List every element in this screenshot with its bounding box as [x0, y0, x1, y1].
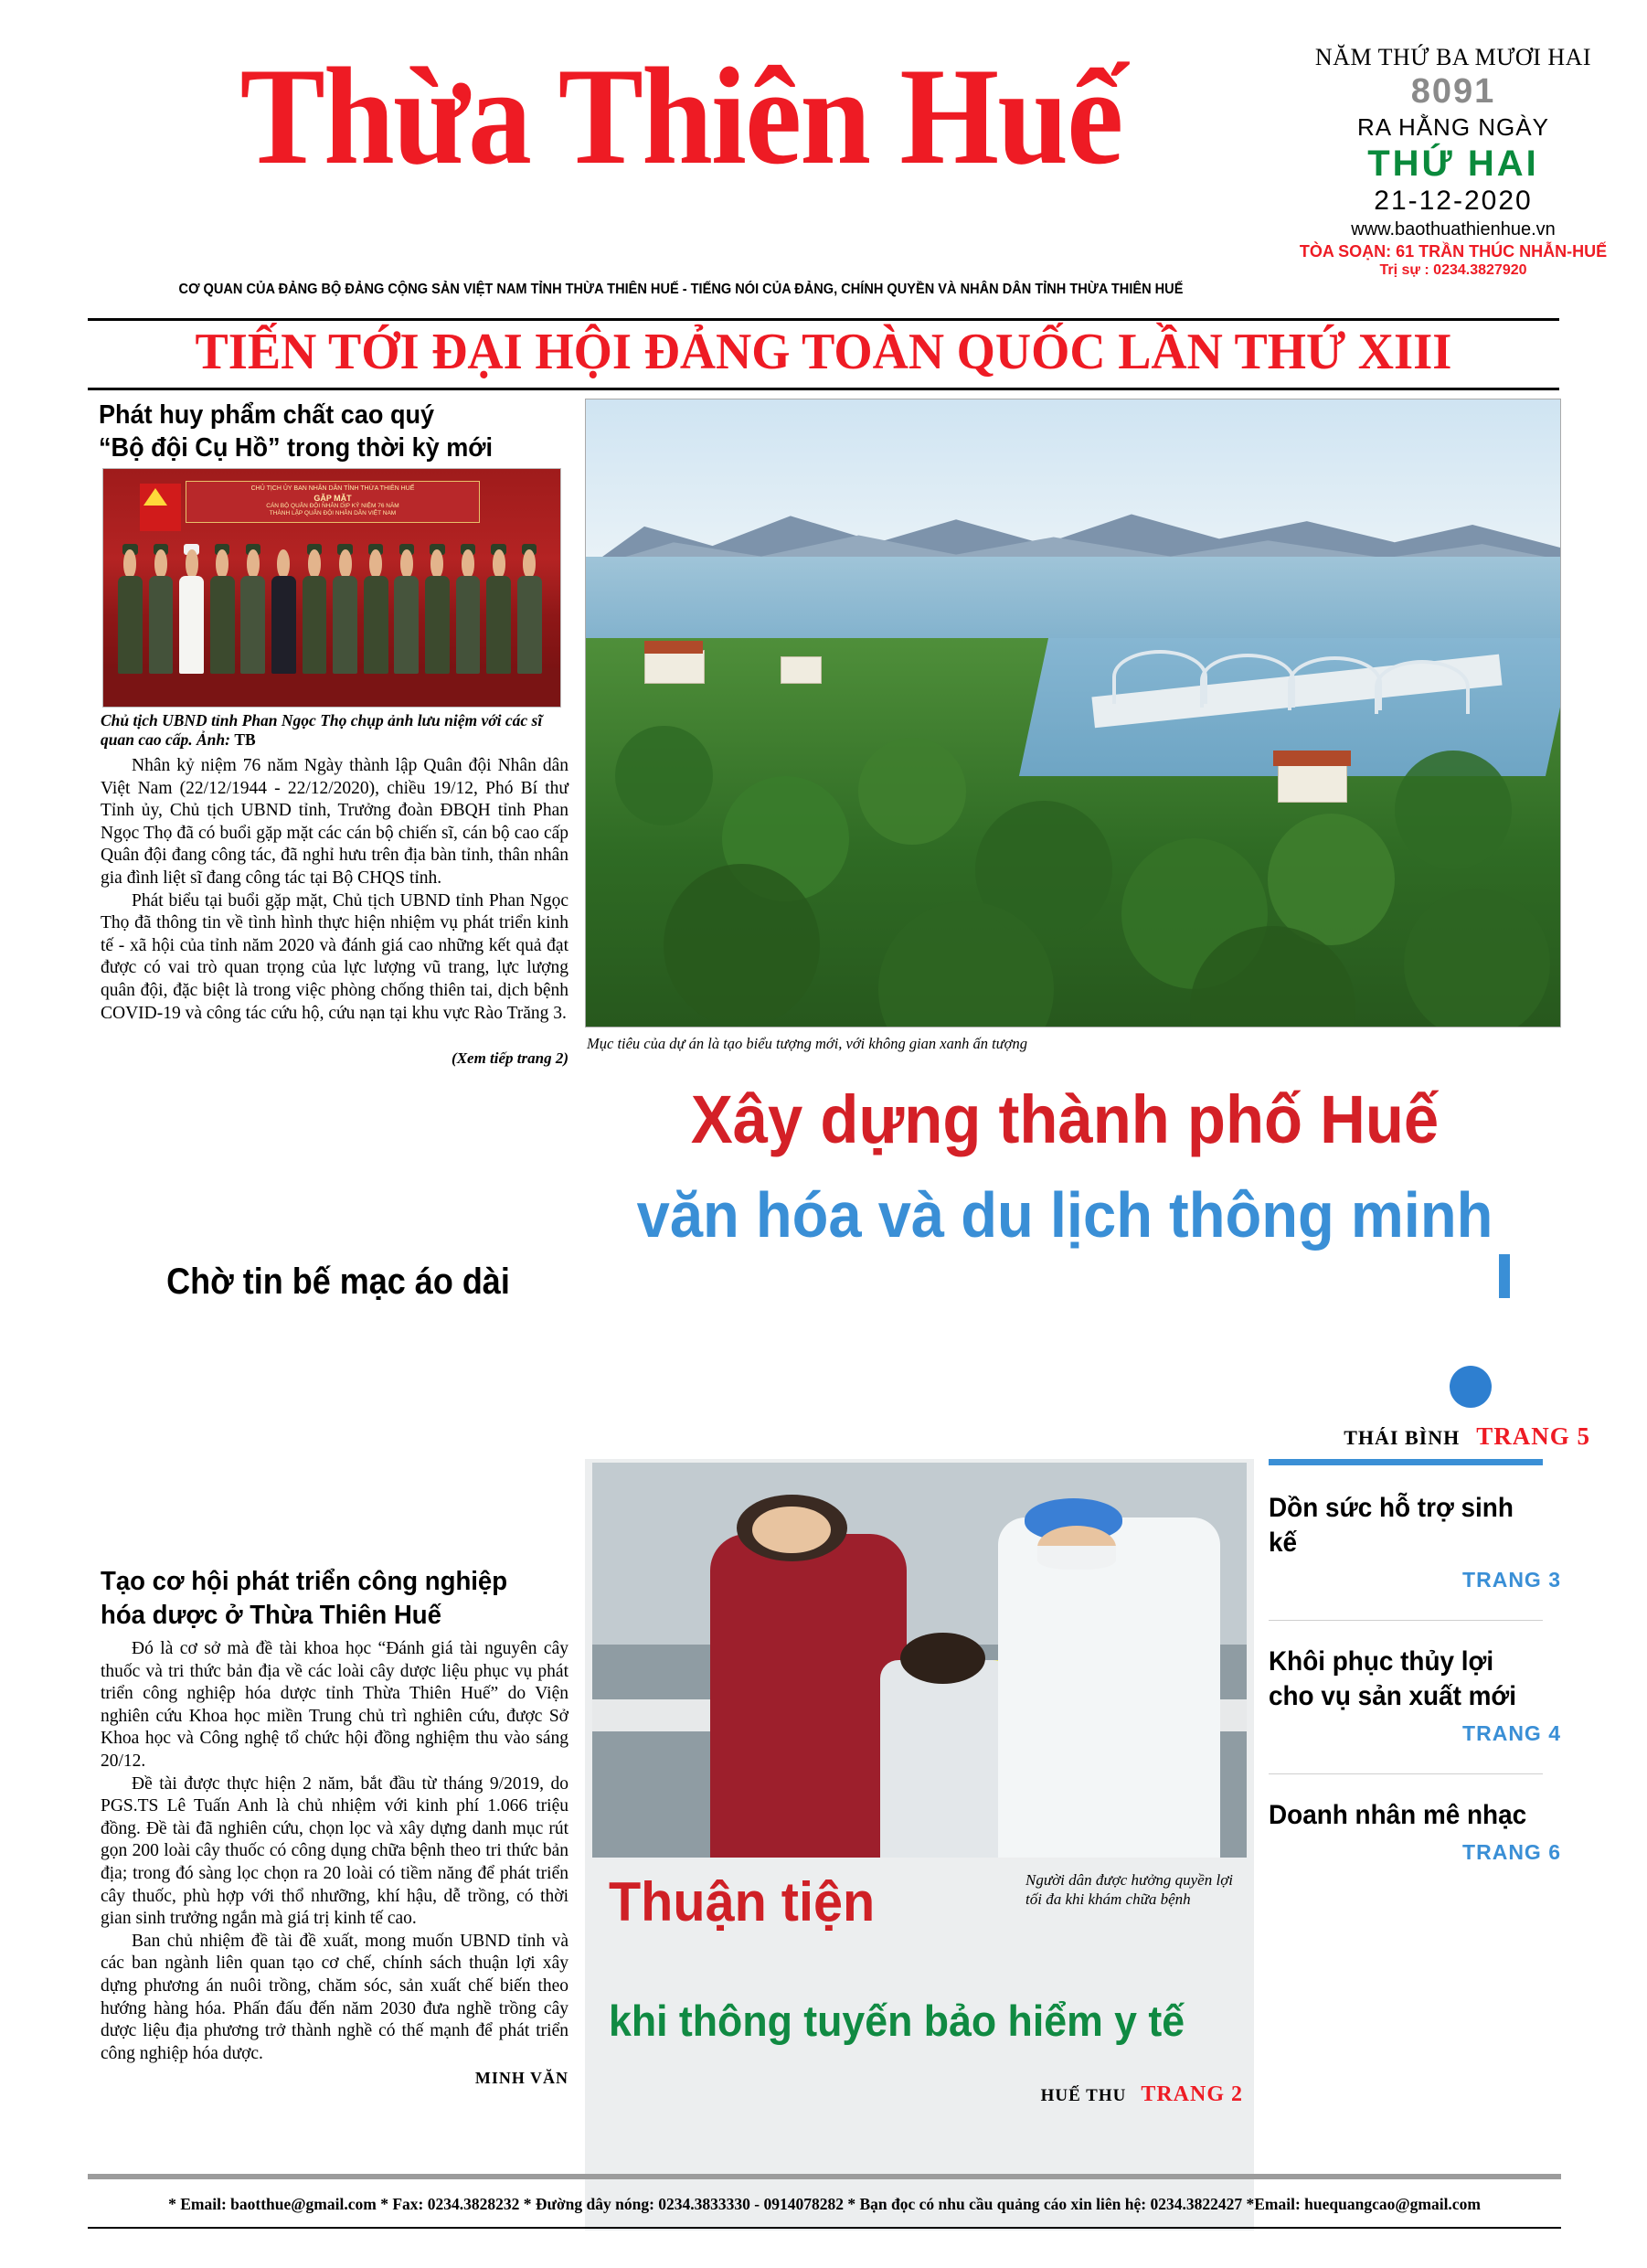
officers-row	[112, 549, 551, 673]
feature-author: THÁI BÌNH	[1344, 1426, 1461, 1449]
sidebar-item-0-page[interactable]: TRANG 3	[1462, 1568, 1561, 1592]
sidebar-teasers	[1269, 1459, 1561, 1865]
feature-photo	[585, 399, 1561, 1028]
health-article-photo	[592, 1463, 1247, 1858]
lead-photo-caption-text: Chủ tịch UBND tỉnh Phan Ngọc Thọ chụp ảnh lưu niệm với các sĩ quan cao cấp. Ảnh:	[101, 711, 543, 749]
feature-headline-red[interactable]: Xây dựng thành phố Huế	[690, 1081, 1440, 1157]
aodai-teaser-headline[interactable]: Chờ tin bế mạc áo dài	[166, 1262, 510, 1302]
sidebar-item-1-line1: Khôi phục thủy lợi	[1269, 1646, 1494, 1677]
face-mask	[1037, 1546, 1116, 1570]
mother-figure	[710, 1534, 907, 1858]
issue-number: 8091	[1410, 72, 1496, 111]
health-photo-caption: Người dân được hưởng quyền lợi tối đa khi khám chữa bệnh	[1025, 1871, 1234, 1908]
masthead-info-box	[1270, 44, 1636, 280]
lead-paragraph-2: Phát biểu tại buổi gặp mặt, Chủ tịch UBND tỉnh Phan Ngọc Thọ đã thông tin về tình hình thực hiện nhiệm vụ phát triển kinh tế - xã hội của tỉnh năm 2020 và đánh giá cao những kết quả đạt được có vai trò quan trọng của lực lượng vũ trang, lực lượng quân đội, đặc biệt là trong việc phòng chống thiên tai, dịch bệnh COVID-19 và công tác cứu hộ, cứu nạn tại khu vực Rào Trăng 3.	[101, 890, 568, 1023]
lead-jump-note[interactable]: (Xem tiếp trang 2)	[452, 1049, 568, 1067]
lead-photo-caption	[101, 711, 568, 750]
health-page-ref[interactable]: TRANG 2	[1141, 2082, 1243, 2106]
health-headline-red[interactable]: Thuận tiện	[609, 1871, 876, 1933]
feature-headline-blue[interactable]: văn hóa và du lịch thông minh	[636, 1179, 1493, 1251]
lead-headline-line2: “Bộ đội Cụ Hồ” trong thời kỳ mới	[99, 433, 494, 463]
feature-byline	[1225, 1422, 1590, 1451]
health-headline-green[interactable]: khi thông tuyến bảo hiểm y tế	[609, 1996, 1185, 2045]
pharma-headline-line1[interactable]: Tạo cơ hội phát triển công nghiệp	[101, 1567, 508, 1596]
sidebar-top-rule	[1269, 1459, 1543, 1465]
health-author: HUẾ THU	[1040, 2086, 1127, 2105]
sidebar-divider-1	[1269, 1773, 1543, 1774]
footer-rule-top	[88, 2174, 1561, 2179]
pharma-article-body	[101, 1638, 568, 2065]
pharma-paragraph-3: Ban chủ nhiệm đề tài đề xuất, mong muốn UBND tỉnh và các ban ngành liên quan tạo cơ chế, chính sách thuận lợi xây dựng phương án nuôi trồng, chăm sóc, sản xuất chế biến theo hướng hàng hóa. Phấn đấu đến năm 2030 đưa nghề trồng cây dược liệu địa phương trở thành nghề có thế mạnh để phát triển công nghiệp hóa dược.	[101, 1931, 568, 2063]
lead-article-body	[101, 755, 568, 1025]
congress-banner: TIẾN TỚI ĐẠI HỘI ĐẢNG TOÀN QUỐC LẦN THỨ XIII	[195, 324, 1452, 380]
publication-frequency: RA HẰNG NGÀY	[1357, 113, 1549, 141]
lead-headline-line1: Phát huy phẩm chất cao quý	[99, 400, 435, 430]
pharma-paragraph-2: Đề tài được thực hiện 2 năm, bắt đầu từ tháng 9/2019, do PGS.TS Lê Tuấn Anh là chủ nhiệm với kinh phí 1.066 triệu đồng. Đề tài đã nghiên cứu, chọn lọc và xây dựng danh mục rút gọn 200 loài cây thuốc có công dụng chữa bệnh theo tri thức bản địa; trong đó sàng lọc chọn ra 20 loài có tiềm năng để phát triển cây thuốc, phù hợp với thổ nhưỡng, khí hậu, dễ trồng, có thời gian sinh trưởng ngắn mà giá trị kinh tế cao.	[101, 1773, 568, 1929]
banner-rule-bottom	[88, 388, 1559, 390]
sidebar-divider-0	[1269, 1620, 1543, 1621]
sidebar-item-1-line2: cho vụ sản xuất mới	[1269, 1681, 1517, 1711]
pharma-paragraph-1: Đó là cơ sở mà đề tài khoa học “Đánh giá tài nguyên cây thuốc và tri thức bản địa về các loài cây dược liệu phục vụ phát triển công nghiệp hóa dược tỉnh Thừa Thiên Huế” do Viện nghiên cứu Khoa học miền Trung chủ trì nghiên cứu, được Sở Khoa học và Công nghệ tổ chức hội đồng nghiệm thu vào sáng 20/12.	[101, 1639, 568, 1771]
nurse-figure	[998, 1517, 1220, 1858]
pharma-headline-line2[interactable]: hóa dược ở Thừa Thiên Huế	[101, 1601, 441, 1630]
blue-accent-dot	[1450, 1366, 1492, 1408]
sidebar-item-0-line1: Dồn sức hỗ trợ sinh kế	[1269, 1493, 1514, 1558]
hall-banner: CHỦ TỊCH ỦY BAN NHÂN DÂN TỈNH THỪA THIÊN HUẾ GẶP MẶT CÁN BỘ QUÂN ĐỘI NHÂN DỊP KỶ NIỆM 76 NĂM THÀNH LẬP QUÂN ĐỘI NHÂN DÂN VIỆT NAM	[186, 481, 480, 523]
feature-photo-caption: Mục tiêu của dự án là tạo biểu tượng mới, với không gian xanh ấn tượng	[587, 1035, 1027, 1052]
newspaper-title: Thừa Thiên Huế	[239, 39, 1122, 193]
sidebar-item-1[interactable]	[1269, 1645, 1561, 1746]
sidebar-item-0[interactable]	[1269, 1491, 1561, 1592]
masthead	[0, 0, 1647, 311]
footer-contact-line: * Email: baotthue@gmail.com * Fax: 0234.3828232 * Đường dây nóng: 0234.3833330 - 0914078282 * Bạn đọc có nhu cầu quảng cáo xin liên hệ: 0234.3822427 *Email: huequangcao@gmail.com	[168, 2195, 1481, 2213]
publication-date: 21-12-2020	[1374, 186, 1533, 216]
publication-weekday: THỨ HAI	[1367, 144, 1539, 184]
pharma-byline: MINH VĂN	[474, 2069, 568, 2088]
footer-rule-bottom	[88, 2227, 1561, 2229]
sidebar-item-2-line1: Doanh nhân mê nhạc	[1269, 1800, 1527, 1830]
masthead-subtitle: CƠ QUAN CỦA ĐẢNG BỘ ĐẢNG CỘNG SẢN VIỆT NAM TỈNH THỪA THIÊN HUẾ - TIẾNG NÓI CỦA ĐẢNG, CHÍNH QUYỀN VÀ NHÂN DÂN TỈNH THỪA THIÊN HUẾ	[178, 282, 1184, 297]
pharma-article	[101, 1565, 568, 2088]
lead-article-headline[interactable]	[99, 399, 565, 464]
blue-accent-bar	[1499, 1254, 1510, 1298]
publication-year-line: NĂM THỨ BA MƯƠI HAI	[1314, 44, 1592, 70]
lead-photo-credit: TB	[234, 730, 256, 749]
child-figure	[880, 1660, 1011, 1858]
lead-article-photo	[102, 468, 561, 708]
office-address: TÒA SOẠN: 61 TRẦN THÚC NHẪN-HUẾ	[1299, 242, 1608, 261]
website-url[interactable]: www.baothuathienhue.vn	[1351, 219, 1556, 240]
lead-paragraph-1: Nhân kỷ niệm 76 năm Ngày thành lập Quân đội Nhân dân Việt Nam (22/12/1944 - 22/12/2020), chiều 19/12, Phó Bí thư Tỉnh ủy, Chủ tịch UBND tỉnh, Trưởng đoàn ĐBQH tỉnh Phan Ngọc Thọ đã có buổi gặp mặt các cán bộ chiến sĩ, cán bộ cao cấp Quân đội đang công tác, đã nghỉ hưu trên địa bàn tỉnh, thân nhân gia đình liệt sĩ đang công tác tại Bộ CHQS tỉnh.	[101, 756, 568, 888]
banner-rule-top	[88, 318, 1559, 321]
office-phone: Trị sự : 0234.3827920	[1379, 262, 1527, 278]
sidebar-item-1-page[interactable]: TRANG 4	[1462, 1721, 1561, 1745]
feature-page-ref[interactable]: TRANG 5	[1476, 1422, 1590, 1450]
health-byline	[859, 2082, 1243, 2107]
flag-graphic	[140, 484, 181, 531]
sidebar-item-2-page[interactable]: TRANG 6	[1462, 1840, 1561, 1864]
sidebar-item-2[interactable]	[1269, 1798, 1561, 1865]
